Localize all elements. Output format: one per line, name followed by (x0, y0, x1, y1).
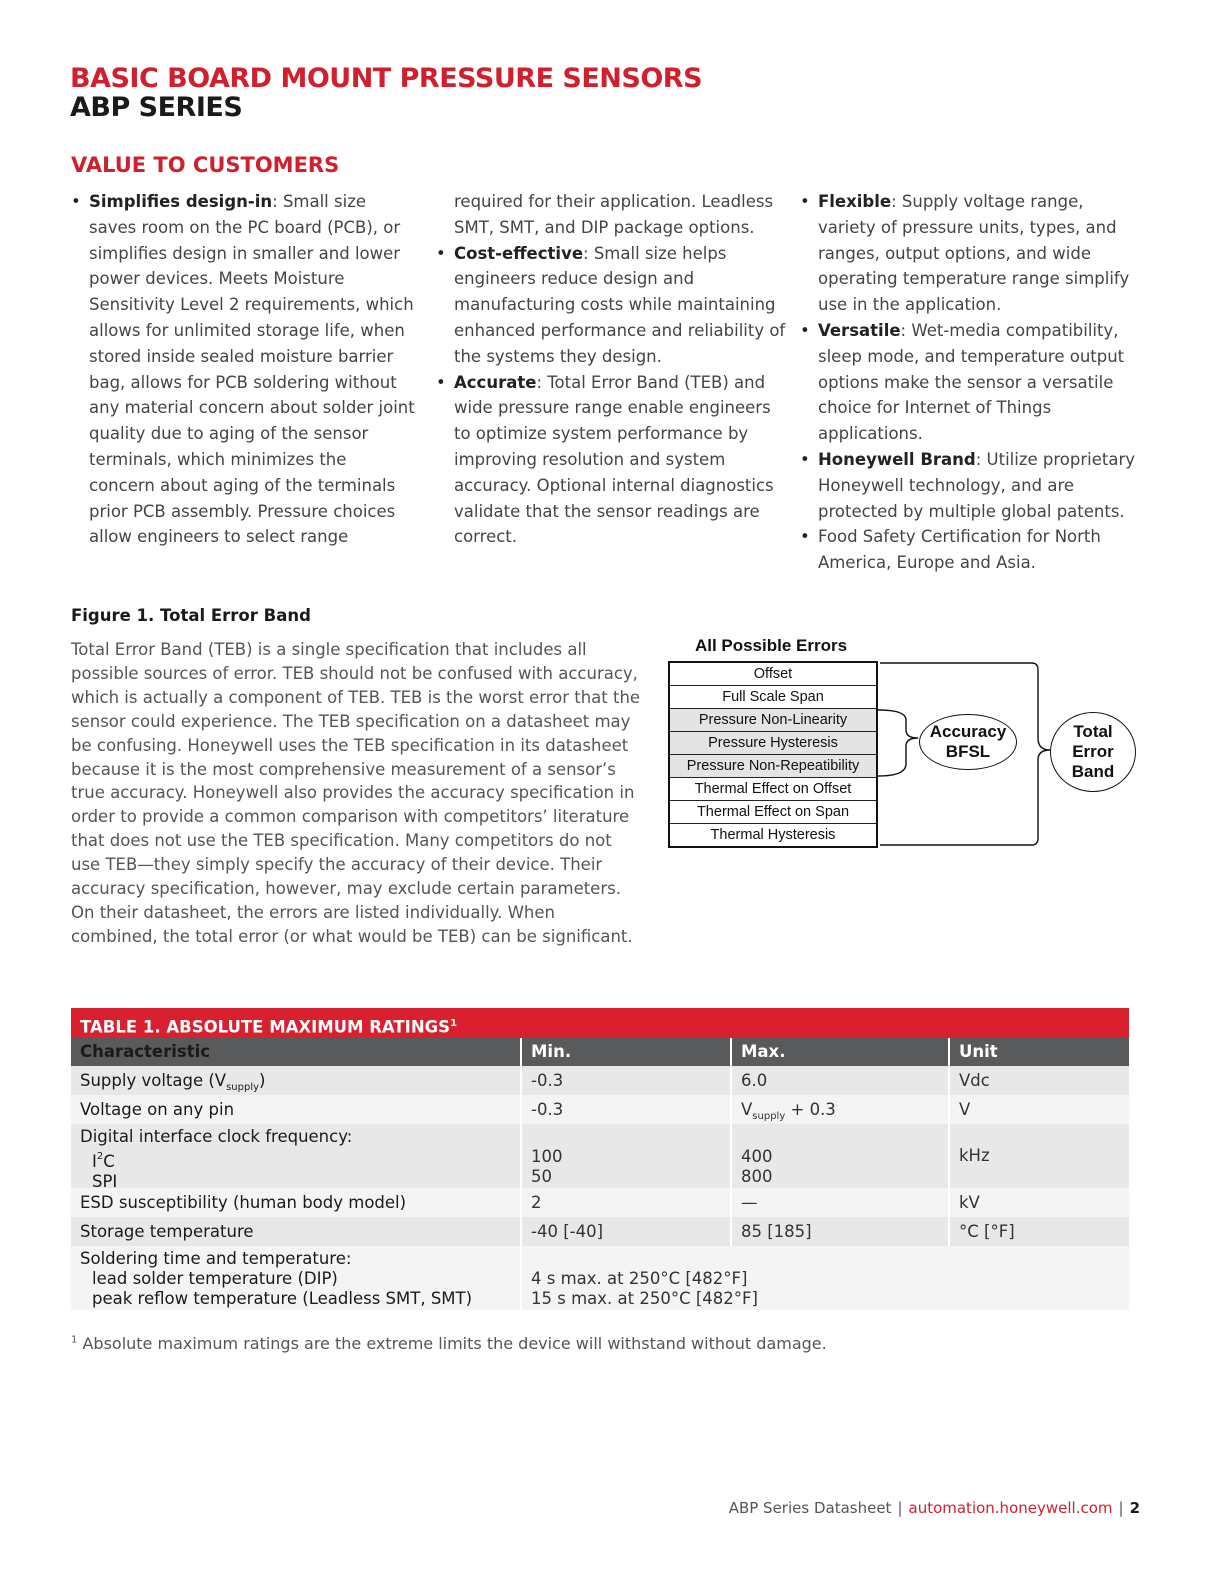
i2c-label (80, 1147, 520, 1172)
cell-max (732, 1124, 950, 1188)
teb-label-3: Band (1071, 762, 1115, 781)
table-row (71, 1095, 1129, 1124)
bullet-text: : Supply voltage range, variety of pressure units, types, and ranges, output options, and wide operating temperature range simplify use in the application. (818, 192, 1130, 315)
table-header-row (71, 1038, 1129, 1066)
table-row (71, 1217, 1129, 1246)
value-column-3 (800, 189, 1140, 576)
cell-characteristic (71, 1246, 522, 1310)
absolute-max-ratings-table (71, 1008, 1129, 1310)
bullet-text: : Total Error Band (TEB) and wide pressure range enable engineers to optimize system performance by improving resolution and system accuracy. Optional internal diagnostics validate that the sensor readings are correct. (454, 372, 774, 547)
cell-text: I (92, 1152, 97, 1171)
table-row (71, 1124, 1129, 1191)
table-row (71, 1066, 1129, 1095)
cell-characteristic (71, 1066, 522, 1095)
footer-doc-name: ABP Series Datasheet (728, 1499, 892, 1517)
cell-subscript: supply (752, 1111, 786, 1122)
bullet-text: : Small size helps engineers reduce design and manufacturing costs while maintaining enhanced performance and reliability of the systems they design. (454, 243, 786, 366)
accuracy-bfsl-ellipse (919, 714, 1017, 770)
cell-unit: Vdc (959, 1071, 990, 1090)
cell-text: peak reflow temperature (Leadless SMT, SMT) (92, 1289, 473, 1308)
cell-text: 800 (741, 1167, 773, 1186)
error-item: Pressure Hysteresis (670, 731, 876, 754)
cell-solder-values (522, 1246, 1129, 1310)
diagram-heading: All Possible Errors (694, 636, 848, 655)
table-title-footnote-ref: 1 (450, 1018, 458, 1029)
bullet-item (436, 241, 788, 370)
bullet-item (800, 447, 1140, 524)
bullet-label: Accurate (454, 372, 537, 392)
cell-superscript: 2 (96, 1151, 104, 1162)
footnote (71, 1334, 827, 1353)
figure-title: Figure 1. Total Error Band (71, 606, 311, 625)
figure-description: Total Error Band (TEB) is a single specification that includes all possible sources of error. TEB should not be confused with accuracy, which is actually a component of TEB. TEB is the worst error that the sensor could experience. The TEB specification on a datasheet may be confusing. Honeywell uses the TEB specification in its datasheet because it is the most comprehensive measurement of a sensor’s true accuracy. Honeywell also provides the accuracy specification in order to provide a common comparison with competitors’ literature that does not use the TEB specification. Many competitors do not use TEB—they simply specify the accuracy of their device. Their accuracy specification, however, may exclude certain parameters. On their datasheet, the errors are listed individually. When combined, the total error (or what would be TEB) can be significant. (71, 640, 641, 946)
table-row (71, 1188, 1129, 1217)
spi-label: SPI (92, 1172, 118, 1191)
cell-text: 400 (741, 1147, 773, 1166)
cell-characteristic: Voltage on any pin (71, 1095, 522, 1124)
error-list (668, 661, 878, 848)
footnote-marker: 1 (71, 1334, 78, 1346)
error-item: Thermal Effect on Offset (670, 777, 876, 800)
cell-text: 4 s max. at 250°C [482°F] (531, 1269, 748, 1288)
cell-text: 15 s max. at 250°C [482°F] (531, 1289, 758, 1308)
error-item: Pressure Non-Repeatibility (670, 754, 876, 777)
bullet-text: : Wet-media compatibility, sleep mode, and temperature output options make the sensor a versatile choice for Internet of Things applications. (818, 320, 1125, 444)
header-min: Min. (522, 1038, 732, 1066)
cell-min: 2 (522, 1188, 732, 1217)
bullet-item (800, 318, 1140, 447)
cell-characteristic: ESD susceptibility (human body model) (71, 1188, 522, 1217)
cell-text: 50 (531, 1167, 552, 1186)
bullet-item (71, 189, 416, 550)
footer-website-link[interactable]: automation.honeywell.com (908, 1499, 1113, 1517)
error-item: Pressure Non-Linearity (670, 708, 876, 731)
cell-text: Soldering time and temperature: (80, 1249, 352, 1268)
header-unit: Unit (959, 1042, 998, 1061)
total-error-band-ellipse (1050, 712, 1136, 792)
page-number: 2 (1129, 1499, 1140, 1517)
cell-min: -0.3 (522, 1095, 732, 1124)
cell-max (732, 1095, 950, 1124)
cell-max: — (732, 1188, 950, 1217)
cell-unit: °C [°F] (959, 1222, 1015, 1241)
document-subtitle: ABP SERIES (70, 92, 243, 123)
bullet-text: : Small size saves room on the PC board (PCB), or simplifies design in smaller and lower power devices. Meets Moisture Sensitivity Level 2 requirements, which allows for unlimited storage life, when stored inside sealed moisture barrier bag, allows for PCB soldering without any material concern about solder joint quality due to aging of the sensor terminals, which minimizes the concern about aging of the terminals prior PCB assembly. Pressure choices allow engineers to select range (89, 192, 415, 547)
page-footer: ABP Series Datasheet | automation.honeywell.com | 2 (728, 1499, 1140, 1517)
error-item: Offset (753, 666, 793, 682)
cell-unit: V (959, 1100, 971, 1119)
bfsl-label: BFSL (945, 742, 991, 761)
cell-text: 100 (531, 1147, 563, 1166)
bullet-label: Simplifies design-in (89, 192, 273, 211)
header-max: Max. (732, 1038, 950, 1066)
teb-label-1: Total (1073, 722, 1113, 741)
header-characteristic: Characteristic (71, 1038, 522, 1066)
cell-text: V (741, 1100, 753, 1119)
cell-unit: kHz (959, 1146, 990, 1165)
bullet-item (800, 189, 1140, 318)
bullet-continuation (436, 189, 788, 241)
bullet-text: : Utilize proprietary Honeywell technology, and are protected by multiple global patents. (818, 449, 1136, 521)
cell-text: ) (259, 1071, 266, 1090)
error-item: Thermal Effect on Span (670, 800, 876, 823)
cell-max: 6.0 (732, 1066, 950, 1095)
cell-max: 85 [185] (732, 1217, 950, 1246)
footnote-text: Absolute maximum ratings are the extreme limits the device will withstand without damage. (82, 1334, 827, 1353)
value-column-2 (436, 189, 788, 550)
cell-text: Supply voltage (V (80, 1071, 227, 1090)
cell-characteristic: Storage temperature (71, 1217, 522, 1246)
cell-min: -0.3 (522, 1066, 732, 1095)
cell-text: C (103, 1152, 115, 1171)
cell-text: Digital interface clock frequency: (80, 1127, 353, 1146)
bullet-text: Food Safety Certification for North America, Europe and Asia. (818, 527, 1101, 573)
bullet-item (436, 370, 788, 551)
cell-min: -40 [-40] (522, 1217, 732, 1246)
cell-text: lead solder temperature (DIP) (92, 1269, 338, 1288)
cell-subscript: supply (226, 1082, 260, 1093)
cell-min (522, 1124, 732, 1188)
bullet-text: required for their application. Leadless SMT, SMT, and DIP package options. (454, 192, 774, 237)
error-item: Thermal Hysteresis (670, 823, 876, 846)
accuracy-brace (878, 710, 918, 776)
bullet-label: Cost-effective (454, 243, 584, 263)
bullet-item (800, 524, 1140, 576)
bullet-label: Versatile (818, 320, 901, 340)
teb-label-2: Error (1072, 742, 1114, 761)
value-column-1 (71, 189, 416, 550)
bullet-label: Honeywell Brand (818, 449, 976, 469)
accuracy-label: Accuracy (929, 722, 1007, 741)
table-row (71, 1246, 1129, 1310)
document-title: BASIC BOARD MOUNT PRESSURE SENSORS (70, 63, 703, 94)
table-title (71, 1008, 1129, 1038)
section-title: VALUE TO CUSTOMERS (71, 153, 340, 177)
error-item: Full Scale Span (670, 685, 876, 708)
cell-text: + 0.3 (785, 1100, 836, 1119)
cell-characteristic (71, 1124, 522, 1191)
bullet-label: Flexible (818, 192, 892, 211)
cell-unit: kV (959, 1193, 980, 1212)
table-title-text: TABLE 1. ABSOLUTE MAXIMUM RATINGS (80, 1017, 451, 1037)
